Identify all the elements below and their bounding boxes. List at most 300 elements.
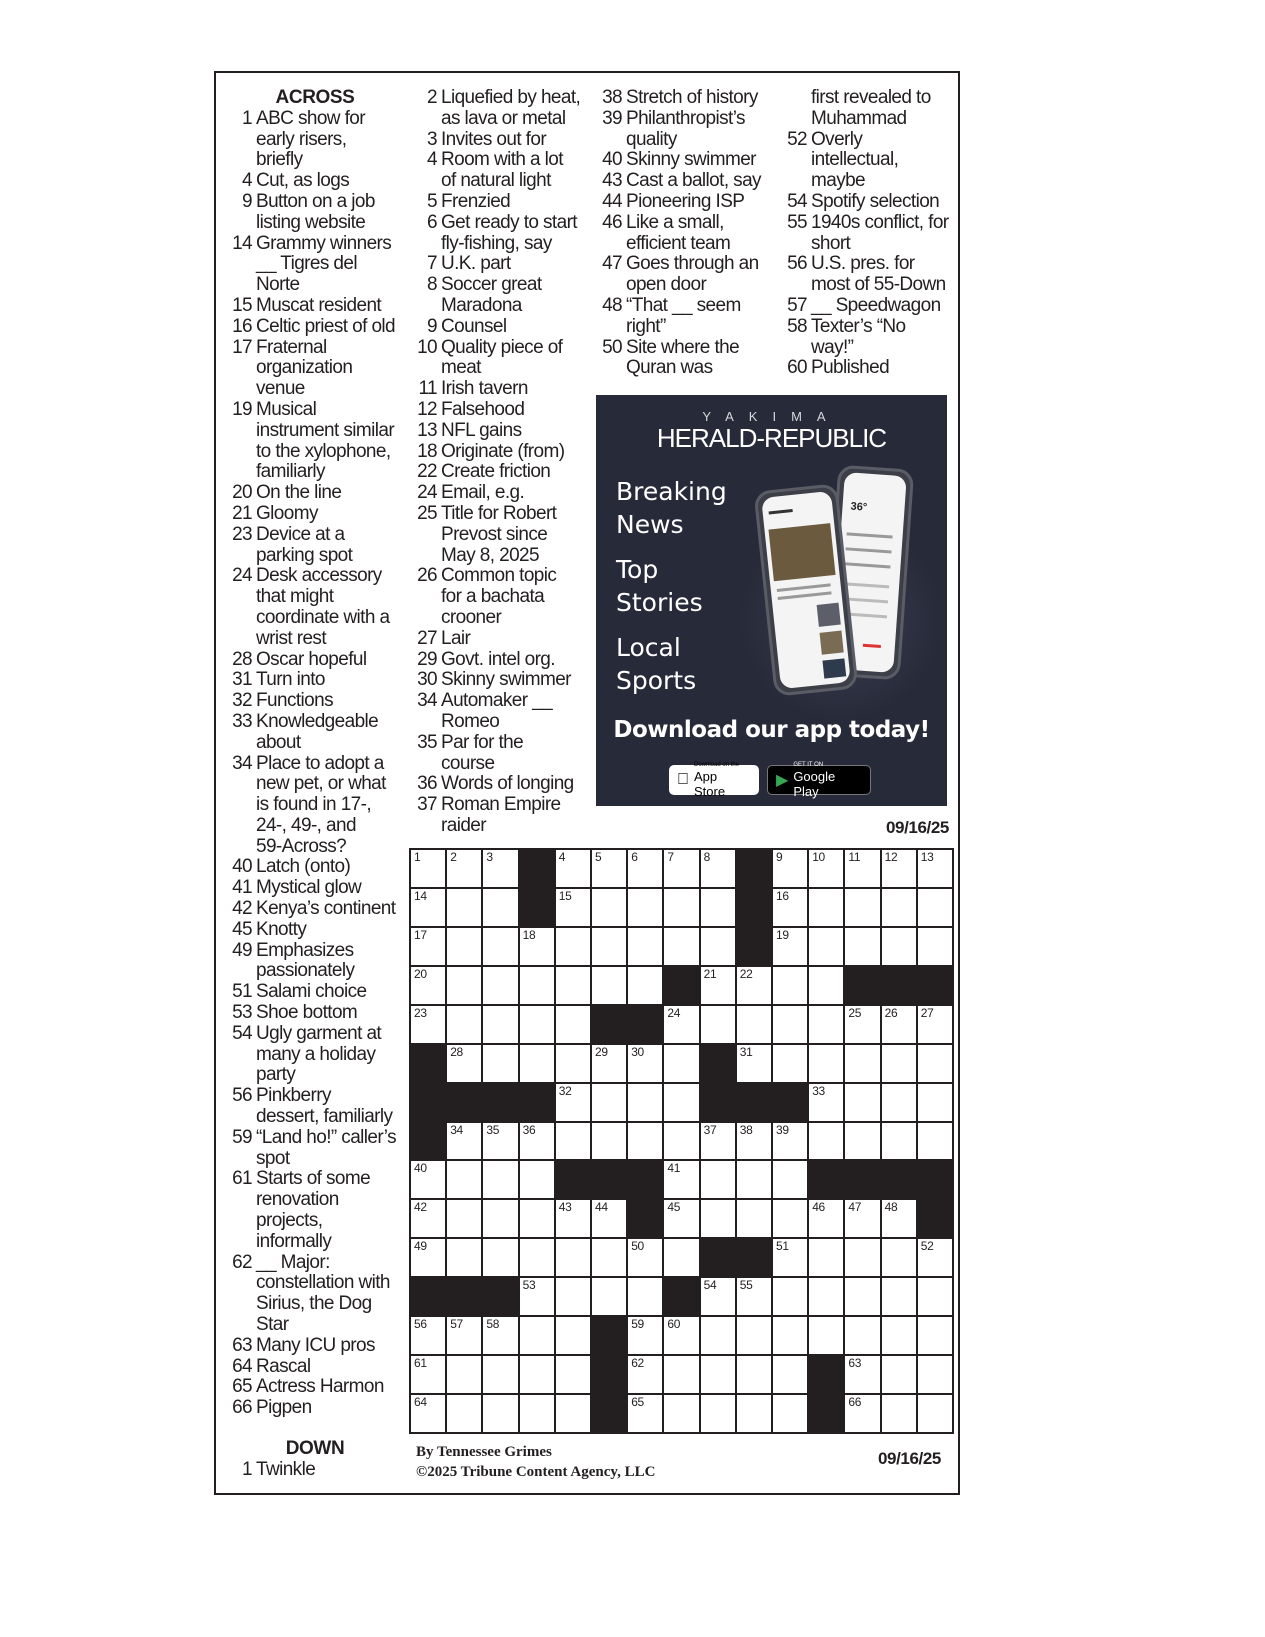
clue-item[interactable] xyxy=(226,296,404,317)
grid-cell[interactable] xyxy=(773,889,807,926)
grid-cell[interactable] xyxy=(556,967,590,1004)
grid-cell[interactable] xyxy=(845,1395,879,1432)
grid-cell[interactable] xyxy=(701,1200,735,1237)
cell-number: 6 xyxy=(631,850,638,864)
clue-item[interactable] xyxy=(411,691,593,733)
clue-item[interactable] xyxy=(596,109,774,151)
grid-cell[interactable] xyxy=(447,1200,481,1237)
grid-cell[interactable] xyxy=(520,928,554,965)
grid-cell[interactable] xyxy=(447,1356,481,1393)
clue-item[interactable] xyxy=(226,317,404,338)
grid-cell[interactable] xyxy=(411,1200,445,1237)
grid-cell[interactable] xyxy=(773,1123,807,1160)
grid-cell[interactable] xyxy=(773,1395,807,1432)
clue-item[interactable] xyxy=(411,462,593,483)
grid-cell[interactable] xyxy=(918,928,952,965)
clue-item[interactable] xyxy=(226,920,404,941)
grid-cell[interactable] xyxy=(592,1200,626,1237)
grid-cell[interactable] xyxy=(447,1317,481,1354)
grid-cell[interactable] xyxy=(556,1239,590,1276)
clue-item[interactable] xyxy=(411,629,593,650)
grid-cell[interactable] xyxy=(520,1356,554,1393)
grid-cell[interactable] xyxy=(773,1006,807,1043)
grid-cell[interactable] xyxy=(411,1356,445,1393)
clue-item[interactable] xyxy=(411,254,593,275)
grid-cell[interactable] xyxy=(882,1356,916,1393)
clue-item[interactable] xyxy=(226,899,404,920)
clue-item[interactable] xyxy=(411,795,593,837)
grid-cell[interactable] xyxy=(664,1045,698,1082)
grid-cell[interactable] xyxy=(918,1123,952,1160)
grid-cell[interactable] xyxy=(773,1200,807,1237)
clue-item[interactable] xyxy=(226,483,404,504)
grid-cell[interactable] xyxy=(882,1239,916,1276)
clue-item[interactable] xyxy=(596,150,774,171)
clue-item[interactable] xyxy=(411,275,593,317)
clue-number: 23 xyxy=(232,523,252,545)
grid-cell[interactable] xyxy=(773,1278,807,1315)
grid-cell[interactable] xyxy=(737,1356,771,1393)
clue-item[interactable] xyxy=(596,88,774,109)
clue-item[interactable] xyxy=(411,442,593,463)
grid-cell[interactable] xyxy=(483,889,517,926)
grid-cell[interactable] xyxy=(483,1356,517,1393)
grid-cell[interactable] xyxy=(411,1161,445,1198)
grid-cell[interactable] xyxy=(737,1395,771,1432)
grid-cell[interactable] xyxy=(520,1123,554,1160)
grid-cell[interactable] xyxy=(447,967,481,1004)
grid-cell[interactable] xyxy=(845,1006,879,1043)
clue-item[interactable] xyxy=(411,317,593,338)
clue-item[interactable] xyxy=(781,254,957,296)
grid-cell[interactable] xyxy=(483,1317,517,1354)
grid-cell[interactable] xyxy=(483,1161,517,1198)
grid-cell[interactable] xyxy=(592,1045,626,1082)
grid-cell[interactable] xyxy=(882,1045,916,1082)
clue-item[interactable] xyxy=(781,358,957,379)
grid-cell[interactable] xyxy=(520,1161,554,1198)
grid-cell[interactable] xyxy=(556,850,590,887)
clue-item[interactable] xyxy=(226,941,404,983)
cell-number: 45 xyxy=(667,1200,681,1215)
cell-number: 25 xyxy=(848,1005,862,1020)
clue-item[interactable] xyxy=(226,566,404,649)
black-square xyxy=(918,967,952,1004)
grid-cell[interactable] xyxy=(773,1317,807,1354)
grid-cell[interactable] xyxy=(592,1239,626,1276)
app-store-button[interactable]: Download on the App Store xyxy=(669,765,759,795)
grid-cell[interactable] xyxy=(483,1395,517,1432)
grid-cell[interactable] xyxy=(701,889,735,926)
grid-cell[interactable] xyxy=(411,1395,445,1432)
grid-cell[interactable] xyxy=(918,1045,952,1082)
clue-item[interactable] xyxy=(226,1377,404,1398)
cell-number: 64 xyxy=(414,1395,427,1410)
grid-cell[interactable] xyxy=(592,967,626,1004)
grid-cell[interactable] xyxy=(845,1356,879,1393)
grid-cell[interactable] xyxy=(447,889,481,926)
grid-cell[interactable] xyxy=(773,1356,807,1393)
grid-cell[interactable] xyxy=(918,1239,952,1276)
grid-cell[interactable] xyxy=(483,1200,517,1237)
grid-cell[interactable] xyxy=(701,1395,735,1432)
grid-cell[interactable] xyxy=(520,1045,554,1082)
grid-cell[interactable] xyxy=(918,1356,952,1393)
clue-item[interactable] xyxy=(596,296,774,338)
clue-item[interactable] xyxy=(411,150,593,192)
clue-text: Email, e.g. xyxy=(441,482,525,504)
grid-cell[interactable] xyxy=(701,1356,735,1393)
clue-number: 5 xyxy=(427,190,437,212)
grid-cell[interactable] xyxy=(809,1045,843,1082)
grid-cell[interactable] xyxy=(556,1356,590,1393)
grid-cell[interactable] xyxy=(918,1395,952,1432)
byline: By Tennessee Grimes xyxy=(416,1444,552,1460)
clue-item[interactable] xyxy=(781,88,957,130)
grid-cell[interactable] xyxy=(809,1317,843,1354)
clue-item[interactable] xyxy=(596,254,774,296)
grid-cell[interactable] xyxy=(628,889,662,926)
grid-cell[interactable] xyxy=(628,1317,662,1354)
grid-cell[interactable] xyxy=(411,928,445,965)
clue-item[interactable] xyxy=(596,213,774,255)
grid-cell[interactable] xyxy=(845,1123,879,1160)
grid-cell[interactable] xyxy=(447,928,481,965)
grid-cell[interactable] xyxy=(809,1006,843,1043)
clue-item[interactable] xyxy=(411,213,593,255)
grid-cell[interactable] xyxy=(556,1084,590,1121)
clue-item[interactable] xyxy=(411,338,593,380)
grid-cell[interactable] xyxy=(845,1045,879,1082)
grid-cell[interactable] xyxy=(556,928,590,965)
grid-cell[interactable] xyxy=(845,1200,879,1237)
grid-cell[interactable] xyxy=(664,1395,698,1432)
clue-number: 56 xyxy=(232,1085,252,1107)
grid-cell[interactable] xyxy=(556,1395,590,1432)
clue-number: 48 xyxy=(602,294,622,316)
grid-cell[interactable] xyxy=(483,1006,517,1043)
grid-cell[interactable] xyxy=(628,1239,662,1276)
grid-cell[interactable] xyxy=(845,928,879,965)
grid-cell[interactable] xyxy=(411,1006,445,1043)
clue-item[interactable] xyxy=(596,338,774,380)
clue-number: 35 xyxy=(417,731,437,753)
clue-item[interactable] xyxy=(411,670,593,691)
grid-cell[interactable] xyxy=(520,1006,554,1043)
clue-item[interactable] xyxy=(781,317,957,359)
grid-cell[interactable] xyxy=(737,1045,771,1082)
grid-cell[interactable] xyxy=(882,1084,916,1121)
clue-item[interactable] xyxy=(226,1357,404,1378)
clue-item[interactable] xyxy=(226,171,404,192)
grid-cell[interactable] xyxy=(664,1161,698,1198)
grid-cell[interactable] xyxy=(809,1278,843,1315)
grid-cell[interactable] xyxy=(737,1278,771,1315)
grid-cell[interactable] xyxy=(628,967,662,1004)
black-square xyxy=(882,967,916,1004)
grid-cell[interactable] xyxy=(664,1123,698,1160)
grid-cell[interactable] xyxy=(773,1161,807,1198)
grid-cell[interactable] xyxy=(809,850,843,887)
grid-cell[interactable] xyxy=(628,1084,662,1121)
grid-cell[interactable] xyxy=(664,1200,698,1237)
clue-item[interactable] xyxy=(226,670,404,691)
black-square xyxy=(520,850,554,887)
clue-item[interactable] xyxy=(226,525,404,567)
clue-number: 7 xyxy=(427,253,437,275)
grid-cell[interactable] xyxy=(447,1239,481,1276)
grid-cell[interactable] xyxy=(628,850,662,887)
grid-cell[interactable] xyxy=(773,928,807,965)
cell-number: 31 xyxy=(739,1044,753,1059)
grid-cell[interactable] xyxy=(520,1395,554,1432)
clue-item[interactable] xyxy=(226,878,404,899)
grid-cell[interactable] xyxy=(447,850,481,887)
grid-cell[interactable] xyxy=(918,1278,952,1315)
grid-cell[interactable] xyxy=(628,1123,662,1160)
clue-item[interactable] xyxy=(781,296,957,317)
clue-item[interactable] xyxy=(226,192,404,234)
clue-item[interactable] xyxy=(411,774,593,795)
grid-cell[interactable] xyxy=(882,850,916,887)
clue-number: 18 xyxy=(417,440,437,462)
grid-cell[interactable] xyxy=(628,1395,662,1432)
clue-item[interactable] xyxy=(226,1169,404,1252)
clue-item[interactable] xyxy=(781,213,957,255)
grid-cell[interactable] xyxy=(483,928,517,965)
grid-cell[interactable] xyxy=(483,1239,517,1276)
grid-cell[interactable] xyxy=(845,1278,879,1315)
clue-number: 46 xyxy=(602,211,622,233)
clue-item[interactable] xyxy=(226,1086,404,1128)
clue-item[interactable] xyxy=(226,1128,404,1170)
clue-item[interactable] xyxy=(411,130,593,151)
grid-cell[interactable] xyxy=(447,1161,481,1198)
clue-item[interactable] xyxy=(411,483,593,504)
grid-cell[interactable] xyxy=(845,889,879,926)
clue-text: Originate (from) xyxy=(441,440,565,462)
clue-text: On the line xyxy=(256,482,342,504)
grid-cell[interactable] xyxy=(701,850,735,887)
clue-item[interactable] xyxy=(226,982,404,1003)
grid-cell[interactable] xyxy=(411,850,445,887)
grid-cell[interactable] xyxy=(520,1200,554,1237)
grid-cell[interactable] xyxy=(664,928,698,965)
grid-cell[interactable] xyxy=(411,1317,445,1354)
clue-text: Many ICU pros xyxy=(256,1334,375,1356)
app-advertisement[interactable] xyxy=(596,395,947,806)
clue-item[interactable] xyxy=(226,1253,404,1336)
grid-cell[interactable] xyxy=(447,1045,481,1082)
clue-item[interactable] xyxy=(411,650,593,671)
grid-cell[interactable] xyxy=(664,1356,698,1393)
grid-cell[interactable] xyxy=(628,928,662,965)
grid-cell[interactable] xyxy=(628,1045,662,1082)
clue-item[interactable] xyxy=(226,338,404,400)
grid-cell[interactable] xyxy=(809,1200,843,1237)
grid-cell[interactable] xyxy=(918,1317,952,1354)
clue-item[interactable] xyxy=(411,192,593,213)
grid-cell[interactable] xyxy=(664,1084,698,1121)
grid-cell[interactable] xyxy=(737,967,771,1004)
grid-cell[interactable] xyxy=(520,1239,554,1276)
clue-number: 11 xyxy=(418,378,437,400)
cell-number: 47 xyxy=(848,1200,862,1215)
grid-cell[interactable] xyxy=(809,967,843,1004)
black-square xyxy=(701,1045,735,1082)
clue-item[interactable] xyxy=(226,1024,404,1086)
ad-feature-list xyxy=(616,475,727,709)
grid-cell[interactable] xyxy=(882,1123,916,1160)
grid-cell[interactable] xyxy=(737,1006,771,1043)
clue-item[interactable] xyxy=(226,1003,404,1024)
grid-cell[interactable] xyxy=(701,967,735,1004)
grid-cell[interactable] xyxy=(628,1356,662,1393)
grid-cell[interactable] xyxy=(701,928,735,965)
clue-number: 37 xyxy=(417,794,437,816)
clue-item[interactable] xyxy=(411,421,593,442)
grid-cell[interactable] xyxy=(882,1200,916,1237)
grid-cell[interactable] xyxy=(809,1123,843,1160)
grid-cell[interactable] xyxy=(592,928,626,965)
black-square xyxy=(592,1317,626,1354)
grid-cell[interactable] xyxy=(773,967,807,1004)
grid-cell[interactable] xyxy=(592,1278,626,1315)
grid-cell[interactable] xyxy=(520,1317,554,1354)
grid-cell[interactable] xyxy=(592,1123,626,1160)
clue-item[interactable] xyxy=(781,192,957,213)
across-heading: ACROSS xyxy=(275,87,355,108)
grid-cell[interactable] xyxy=(809,1084,843,1121)
clue-item[interactable] xyxy=(411,379,593,400)
black-square xyxy=(447,1084,481,1121)
grid-cell[interactable] xyxy=(845,1317,879,1354)
clue-item[interactable] xyxy=(226,504,404,525)
cell-number: 61 xyxy=(414,1356,427,1371)
grid-cell[interactable] xyxy=(737,1123,771,1160)
grid-cell[interactable] xyxy=(701,1123,735,1160)
clue-number xyxy=(781,88,811,130)
grid-cell[interactable] xyxy=(882,1395,916,1432)
clue-item[interactable] xyxy=(226,857,404,878)
clue-item[interactable] xyxy=(411,504,593,566)
grid-cell[interactable] xyxy=(664,1239,698,1276)
grid-cell[interactable] xyxy=(701,1317,735,1354)
grid-cell[interactable] xyxy=(520,967,554,1004)
grid-cell[interactable] xyxy=(845,1084,879,1121)
grid-cell[interactable] xyxy=(483,967,517,1004)
clue-item[interactable] xyxy=(226,754,404,858)
clue-item[interactable] xyxy=(226,650,404,671)
clue-text: Celtic priest of old xyxy=(256,315,396,337)
grid-cell[interactable] xyxy=(447,1123,481,1160)
grid-cell[interactable] xyxy=(556,1045,590,1082)
grid-cell[interactable] xyxy=(918,1084,952,1121)
grid-cell[interactable] xyxy=(845,850,879,887)
grid-cell[interactable] xyxy=(556,1200,590,1237)
clue-item[interactable] xyxy=(781,130,957,192)
clue-item[interactable] xyxy=(411,400,593,421)
grid-cell[interactable] xyxy=(556,889,590,926)
grid-cell[interactable] xyxy=(773,1045,807,1082)
grid-cell[interactable] xyxy=(882,928,916,965)
grid-cell[interactable] xyxy=(882,1278,916,1315)
grid-cell[interactable] xyxy=(520,1278,554,1315)
clue-item[interactable] xyxy=(226,109,404,171)
clue-text: Skinny swimmer xyxy=(626,149,756,171)
grid-cell[interactable] xyxy=(411,889,445,926)
cell-number: 20 xyxy=(414,966,427,981)
grid-cell[interactable] xyxy=(556,1123,590,1160)
grid-cell[interactable] xyxy=(556,1317,590,1354)
clue-item[interactable] xyxy=(596,171,774,192)
clue-item[interactable] xyxy=(411,88,593,130)
grid-cell[interactable] xyxy=(737,1161,771,1198)
clue-item[interactable] xyxy=(226,234,404,296)
grid-cell[interactable] xyxy=(918,889,952,926)
grid-cell[interactable] xyxy=(483,1123,517,1160)
grid-cell[interactable] xyxy=(556,1278,590,1315)
grid-cell[interactable] xyxy=(918,1006,952,1043)
grid-cell[interactable] xyxy=(592,889,626,926)
grid-cell[interactable] xyxy=(773,850,807,887)
grid-cell[interactable] xyxy=(737,1317,771,1354)
grid-cell[interactable] xyxy=(411,1239,445,1276)
grid-cell[interactable] xyxy=(592,1084,626,1121)
grid-cell[interactable] xyxy=(556,1006,590,1043)
grid-cell[interactable] xyxy=(664,1317,698,1354)
grid-cell[interactable] xyxy=(447,1395,481,1432)
grid-cell[interactable] xyxy=(809,889,843,926)
clue-item[interactable] xyxy=(226,691,404,712)
grid-cell[interactable] xyxy=(882,889,916,926)
clue-text: Pigpen xyxy=(256,1397,312,1419)
grid-cell[interactable] xyxy=(592,850,626,887)
grid-cell[interactable] xyxy=(845,1239,879,1276)
grid-cell[interactable] xyxy=(664,850,698,887)
grid-cell[interactable] xyxy=(411,967,445,1004)
clue-item[interactable] xyxy=(411,566,593,628)
grid-cell[interactable] xyxy=(882,1317,916,1354)
crossword-grid[interactable] xyxy=(409,848,954,1434)
grid-cell[interactable] xyxy=(483,850,517,887)
grid-cell[interactable] xyxy=(701,1278,735,1315)
grid-cell[interactable] xyxy=(664,889,698,926)
clue-item[interactable] xyxy=(596,192,774,213)
grid-cell[interactable] xyxy=(773,1239,807,1276)
grid-cell[interactable] xyxy=(447,1006,481,1043)
apple-icon xyxy=(677,771,689,789)
clue-item[interactable] xyxy=(226,1398,404,1419)
grid-cell[interactable] xyxy=(809,1239,843,1276)
clue-item[interactable] xyxy=(411,733,593,775)
clue-item[interactable] xyxy=(226,1336,404,1357)
clue-item[interactable] xyxy=(226,712,404,754)
grid-cell[interactable] xyxy=(737,1200,771,1237)
grid-cell[interactable] xyxy=(628,1278,662,1315)
clue-text: U.S. pres. for most of 55-Down xyxy=(811,253,946,296)
grid-cell[interactable] xyxy=(882,1006,916,1043)
grid-cell[interactable] xyxy=(701,1006,735,1043)
grid-cell[interactable] xyxy=(918,850,952,887)
grid-cell[interactable] xyxy=(664,1006,698,1043)
grid-cell[interactable] xyxy=(809,928,843,965)
clue-item[interactable] xyxy=(226,400,404,483)
clue-item[interactable] xyxy=(226,1460,404,1481)
grid-cell[interactable] xyxy=(483,1045,517,1082)
grid-cell[interactable] xyxy=(701,1161,735,1198)
google-play-button[interactable]: ▶ GET IT ON Google Play xyxy=(767,765,871,795)
